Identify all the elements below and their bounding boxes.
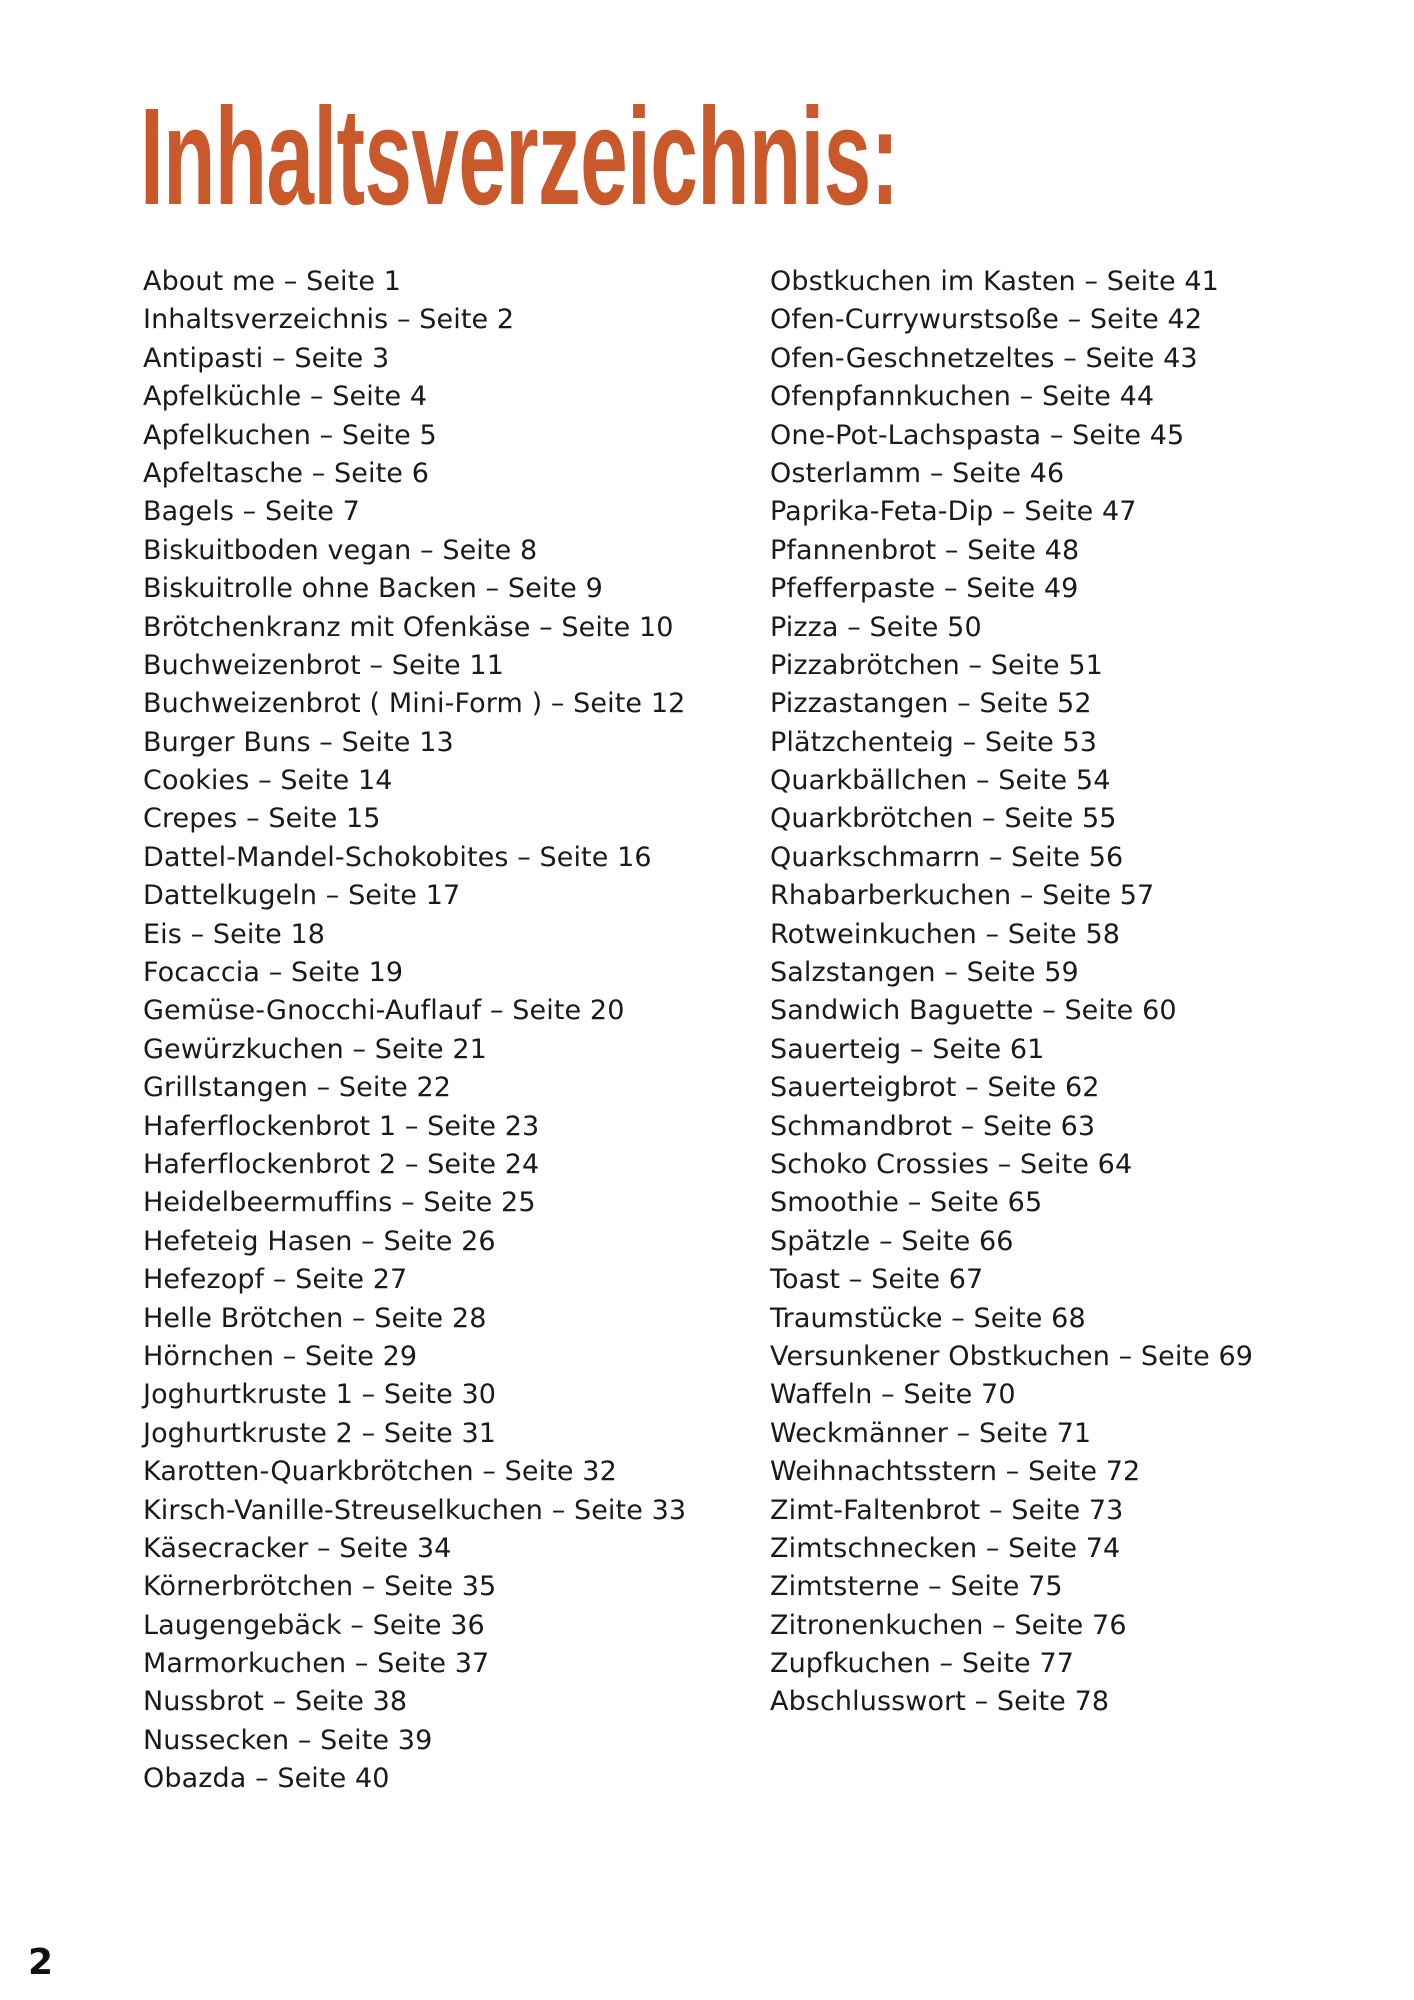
toc-entry: Käsecracker – Seite 34 [143, 1532, 452, 1564]
toc-entry: Apfeltasche – Seite 6 [143, 457, 429, 489]
toc-entry: Cookies – Seite 14 [143, 765, 393, 797]
toc-entry: Zimt-Faltenbrot – Seite 73 [770, 1494, 1124, 1526]
page-number: 2 [28, 1942, 54, 1983]
toc-entry: Haferflockenbrot 1 – Seite 23 [143, 1110, 540, 1142]
toc-entry: One-Pot-Lachspasta – Seite 45 [770, 419, 1185, 451]
toc-entry: Hörnchen – Seite 29 [143, 1340, 418, 1372]
toc-entry: Joghurtkruste 1 – Seite 30 [143, 1379, 497, 1411]
toc-entry: Plätzchenteig – Seite 53 [770, 726, 1098, 758]
toc-entry: Buchweizenbrot ( Mini-Form ) – Seite 12 [143, 688, 686, 720]
toc-entry: Quarkbrötchen – Seite 55 [770, 803, 1117, 835]
toc-entry: Nussbrot – Seite 38 [143, 1686, 408, 1718]
toc-entry: Schoko Crossies – Seite 64 [770, 1148, 1133, 1180]
toc-entry: Bagels – Seite 7 [143, 496, 360, 528]
toc-entry: Spätzle – Seite 66 [770, 1225, 1014, 1257]
toc-entry: Schmandbrot – Seite 63 [770, 1110, 1096, 1142]
toc-entry: Zimtschnecken – Seite 74 [770, 1532, 1121, 1564]
toc-entry: Ofenpfannkuchen – Seite 44 [770, 381, 1155, 413]
toc-entry: Osterlamm – Seite 46 [770, 457, 1065, 489]
toc-entry: Biskuitrolle ohne Backen – Seite 9 [143, 573, 603, 605]
toc-entry: Quarkbällchen – Seite 54 [770, 765, 1111, 797]
toc-entry: Gemüse-Gnocchi-Auflauf – Seite 20 [143, 995, 625, 1027]
toc-entry: Sauerteig – Seite 61 [770, 1033, 1045, 1065]
toc-entry: Brötchenkranz mit Ofenkäse – Seite 10 [143, 611, 674, 643]
toc-entry: Kirsch-Vanille-Streuselkuchen – Seite 33 [143, 1494, 687, 1526]
toc-entry: Abschlusswort – Seite 78 [770, 1686, 1110, 1718]
toc-entry: About me – Seite 1 [143, 266, 401, 297]
page-title: Inhaltsverzeichnis: [140, 80, 899, 234]
toc-entry: Dattelkugeln – Seite 17 [143, 880, 461, 912]
toc-entry: Antipasti – Seite 3 [143, 342, 390, 374]
toc-entry: Buchweizenbrot – Seite 11 [143, 649, 504, 681]
toc-entry: Hefeteig Hasen – Seite 26 [143, 1225, 496, 1257]
toc-entry: Sauerteigbrot – Seite 62 [770, 1072, 1100, 1104]
toc-entry: Marmorkuchen – Seite 37 [143, 1648, 490, 1680]
table-of-contents [0, 263, 1414, 1803]
toc-entry: Ofen-Currywurstsoße – Seite 42 [770, 304, 1203, 336]
toc-entry: Pizzastangen – Seite 52 [770, 688, 1092, 720]
toc-entry: Focaccia – Seite 19 [143, 957, 404, 989]
toc-entry: Toast – Seite 67 [770, 1264, 984, 1296]
toc-entry: Versunkener Obstkuchen – Seite 69 [770, 1340, 1254, 1372]
toc-entry: Smoothie – Seite 65 [770, 1187, 1043, 1219]
toc-entry: Pfefferpaste – Seite 49 [770, 573, 1079, 605]
toc-entry: Pizza – Seite 50 [770, 611, 982, 643]
toc-entry: Inhaltsverzeichnis – Seite 2 [143, 304, 515, 336]
toc-entry: Weckmänner – Seite 71 [770, 1417, 1092, 1449]
toc-entry: Obazda – Seite 40 [143, 1763, 390, 1795]
toc-entry: Haferflockenbrot 2 – Seite 24 [143, 1148, 540, 1180]
toc-entry: Laugengebäck – Seite 36 [143, 1609, 485, 1641]
toc-entry: Gewürzkuchen – Seite 21 [143, 1033, 487, 1065]
toc-entry: Pfannenbrot – Seite 48 [770, 534, 1080, 566]
toc-entry: Traumstücke – Seite 68 [770, 1302, 1086, 1334]
toc-entry: Zitronenkuchen – Seite 76 [770, 1609, 1127, 1641]
toc-entry: Quarkschmarrn – Seite 56 [770, 841, 1124, 873]
toc-entry: Helle Brötchen – Seite 28 [143, 1302, 487, 1334]
toc-entry: Rhabarberkuchen – Seite 57 [770, 880, 1155, 912]
toc-entry: Weihnachtsstern – Seite 72 [770, 1456, 1141, 1488]
toc-entry: Sandwich Baguette – Seite 60 [770, 995, 1177, 1027]
toc-entry: Crepes – Seite 15 [143, 803, 381, 835]
toc-entry: Rotweinkuchen – Seite 58 [770, 918, 1121, 950]
toc-entry: Apfelkuchen – Seite 5 [143, 419, 437, 451]
toc-entry: Heidelbeermuffins – Seite 25 [143, 1187, 536, 1219]
toc-entry: Eis – Seite 18 [143, 918, 326, 950]
toc-entry: Zupfkuchen – Seite 77 [770, 1648, 1075, 1680]
toc-column-right [770, 263, 1370, 1722]
toc-entry: Ofen-Geschnetzeltes – Seite 43 [770, 342, 1198, 374]
toc-entry: Hefezopf – Seite 27 [143, 1264, 408, 1296]
toc-column-left [143, 263, 743, 1799]
toc-entry: Waffeln – Seite 70 [770, 1379, 1016, 1411]
toc-entry: Burger Buns – Seite 13 [143, 726, 454, 758]
toc-entry: Obstkuchen im Kasten – Seite 41 [770, 266, 1219, 297]
toc-entry: Pizzabrötchen – Seite 51 [770, 649, 1103, 681]
toc-entry: Joghurtkruste 2 – Seite 31 [143, 1417, 497, 1449]
toc-entry: Grillstangen – Seite 22 [143, 1072, 452, 1104]
toc-entry: Zimtsterne – Seite 75 [770, 1571, 1063, 1603]
toc-entry: Biskuitboden vegan – Seite 8 [143, 534, 538, 566]
toc-entry: Paprika-Feta-Dip – Seite 47 [770, 496, 1137, 528]
toc-entry: Karotten-Quarkbrötchen – Seite 32 [143, 1456, 617, 1488]
toc-entry: Salzstangen – Seite 59 [770, 957, 1079, 989]
toc-entry: Dattel-Mandel-Schokobites – Seite 16 [143, 841, 652, 873]
toc-entry: Apfelküchle – Seite 4 [143, 381, 428, 413]
toc-entry: Körnerbrötchen – Seite 35 [143, 1571, 497, 1603]
toc-entry: Nussecken – Seite 39 [143, 1724, 433, 1756]
